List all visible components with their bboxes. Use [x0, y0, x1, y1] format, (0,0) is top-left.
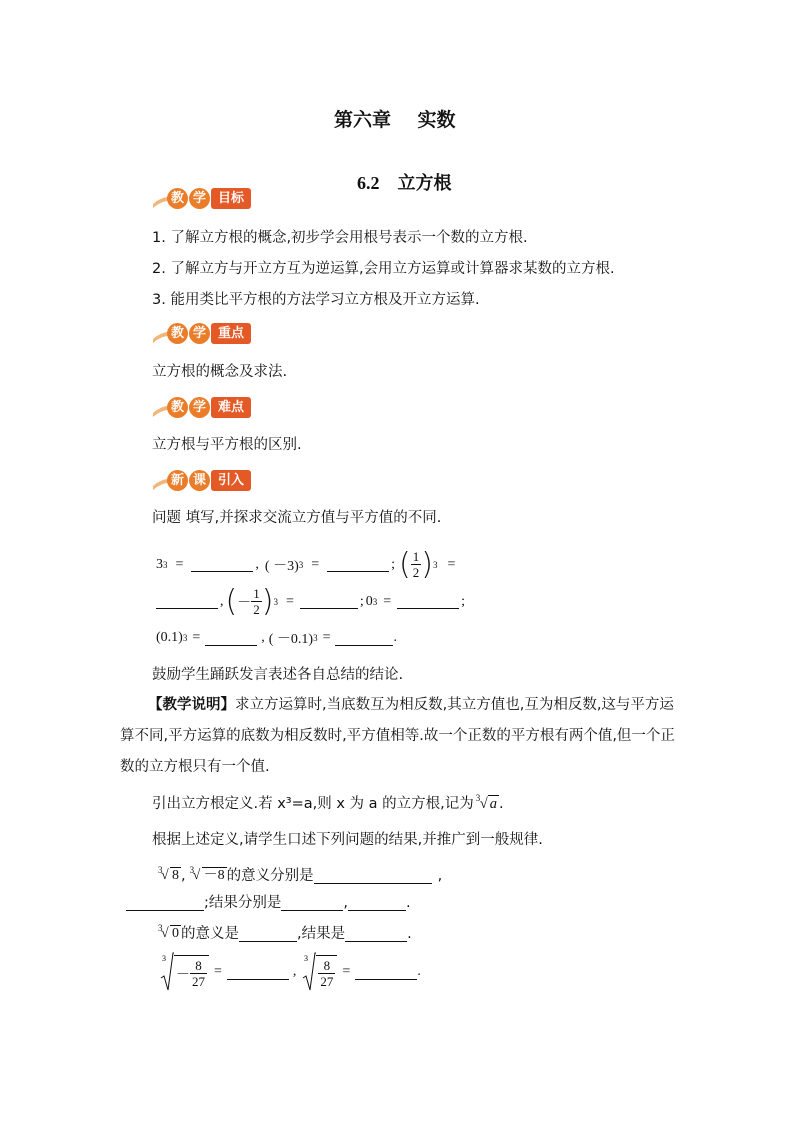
denominator: 2 [412, 565, 420, 580]
root-index: 3 [162, 954, 166, 963]
math-term: ( －0.1) [268, 632, 314, 647]
numerator: 1 [412, 549, 420, 564]
chapter-title: 第六章 实数 [334, 109, 456, 131]
math-exp: 3 [298, 559, 304, 570]
math-exp: 3 [273, 596, 278, 607]
math-exp: 3 [313, 633, 318, 643]
math-term: ( －3) [264, 558, 299, 574]
cube-root-neg8 [190, 866, 227, 886]
badge-char: 教 [167, 188, 188, 209]
math-eq: = [192, 630, 201, 645]
root-index: 3 [158, 923, 163, 933]
section-title: 立方根 [397, 173, 452, 194]
numerator: 1 [253, 586, 260, 601]
root-index: 3 [158, 865, 163, 875]
math-eq: = [342, 964, 351, 979]
goal-item: 1. 了解立方根的概念,初步学会用根号表示一个数的立方根. [152, 230, 528, 246]
answer-blank[interactable] [327, 557, 389, 572]
answer-blank[interactable] [397, 594, 459, 609]
radicand: －8 [203, 868, 225, 883]
math-eq: = [447, 556, 456, 572]
math-comma: , [255, 556, 259, 572]
math-comma: , [261, 630, 265, 645]
radical-sign-icon [160, 952, 174, 992]
goal-item: 2. 了解立方与开立方互为逆运算,会用立方运算或计算器求某数的立方根. [152, 261, 615, 277]
math-semi: ; [391, 556, 396, 572]
badge-char: 重点 [211, 323, 251, 344]
math-eq: = [383, 593, 392, 609]
cube-root-0 [158, 924, 181, 944]
answer-blank[interactable] [345, 927, 407, 942]
math-exp: 3 [432, 559, 438, 570]
math-exp: 3 [182, 633, 188, 643]
radicand: a [489, 796, 498, 812]
answer-blank[interactable] [281, 896, 343, 911]
math-eq: = [322, 630, 331, 645]
radicand: 8 [172, 868, 179, 883]
math-eq: = [285, 593, 294, 609]
badge-char: 学 [189, 188, 210, 209]
denominator: 2 [253, 602, 260, 617]
question-text: 问题 填写,并探求交流立方值与平方值的不同. [152, 510, 442, 526]
math-period: . [393, 630, 397, 645]
radical-sign-icon: √ [161, 926, 169, 941]
math-comma: , [220, 593, 224, 609]
exercise-2-line [158, 924, 412, 944]
math-eq: = [175, 556, 184, 572]
exercise-text: 的意义是 [181, 926, 239, 942]
answer-blank[interactable] [126, 896, 204, 911]
answer-blank[interactable] [191, 557, 253, 572]
exercise-1-line-2 [126, 893, 411, 913]
section-heading [348, 148, 452, 195]
encourage-text: 鼓励学生踊跃发言表述各自总结的结论. [152, 667, 404, 683]
paren-left: ( [399, 546, 411, 582]
answer-blank[interactable] [239, 927, 297, 942]
math-term: (0.1) [156, 630, 183, 645]
answer-blank[interactable] [205, 631, 257, 646]
paren-right: ) [421, 546, 433, 582]
math-comma: , [181, 868, 186, 884]
radical-sign-icon: √ [161, 868, 169, 883]
math-semi: ; [359, 593, 364, 609]
badge-char: 目标 [211, 188, 251, 209]
badge-char: 学 [189, 397, 210, 418]
answer-blank[interactable] [355, 965, 417, 980]
badge-char: 难点 [211, 397, 251, 418]
answer-blank[interactable] [314, 869, 432, 884]
math-term: 3 [156, 556, 163, 572]
math-exp: 3 [372, 596, 378, 607]
badge-char: 学 [189, 323, 210, 344]
rule-text: 根据上述定义,请学生口述下列问题的结果,并推广到一般规律. [152, 832, 543, 848]
math-exp: 3 [163, 559, 168, 570]
answer-blank[interactable] [348, 896, 406, 911]
badge-char: 新 [167, 470, 188, 491]
answer-blank[interactable] [300, 594, 358, 609]
paren-right: ) [261, 583, 274, 619]
fraction [251, 586, 262, 617]
cube-root-a [476, 794, 499, 814]
exercise-text: ,结果是 [297, 926, 346, 942]
exercise-text: ;结果分别是 [204, 895, 282, 911]
radicand-group [316, 955, 337, 989]
denominator: 27 [192, 974, 205, 989]
root-index: 3 [304, 954, 309, 963]
paren-left: ( [225, 583, 238, 619]
definition-line [152, 794, 504, 814]
root-index: 3 [475, 793, 481, 803]
answer-blank[interactable] [156, 594, 218, 609]
fraction [318, 958, 335, 989]
difficult-point-text: 立方根与平方根的区别. [152, 437, 302, 453]
math-term: 0 [365, 593, 373, 609]
answer-blank[interactable] [227, 965, 289, 980]
radical-sign-icon: √ [192, 868, 201, 883]
root-index: 3 [189, 865, 195, 875]
math-period: . [499, 796, 504, 812]
radicand-group [174, 955, 209, 989]
badge-char: 引入 [211, 470, 251, 491]
badge-char: 教 [167, 323, 188, 344]
teaching-explanation [120, 690, 685, 783]
math-neg: － [176, 967, 190, 983]
exercise-1-line-1 [158, 866, 442, 886]
numerator: 8 [190, 958, 207, 974]
key-point-text: 立方根的概念及求法. [152, 364, 288, 380]
radicand: 0 [172, 926, 179, 941]
radical-sign-icon [302, 952, 316, 992]
badge-char: 教 [167, 397, 188, 418]
math-eq: = [214, 964, 222, 979]
denominator: 27 [320, 974, 334, 989]
exercise-text: 的意义分别是 [226, 868, 314, 884]
fraction [411, 549, 422, 580]
math-row-3 [156, 628, 397, 648]
math-comma: , [292, 964, 297, 979]
math-neg: － [237, 595, 252, 611]
badge-char: 课 [189, 470, 210, 491]
answer-blank[interactable] [335, 631, 393, 646]
math-period: . [417, 964, 421, 979]
math-period: . [406, 895, 411, 911]
math-row-1 [156, 546, 456, 582]
explanation-text: 求立方运算时,当底数互为相反数,其立方值也,互为相反数,这与平方运算不同,平方运算的底数为相反数时,平方值相等.故一个正数的平方根有两个值,但一个正数的立方根只有一个值. [120, 697, 675, 775]
math-row-2 [156, 583, 466, 619]
section-number: 6.2 [357, 173, 380, 193]
math-comma: , [343, 895, 348, 911]
fraction [190, 958, 207, 989]
radical-sign-icon: √ [479, 796, 488, 812]
math-semi: ; [461, 593, 466, 609]
cube-root-8 [158, 866, 181, 886]
exercise-3-line [160, 952, 421, 992]
math-comma: , [437, 868, 443, 884]
definition-text: 引出立方根定义.若 x³=a,则 x 为 a 的立方根,记为 [152, 796, 474, 812]
math-period: . [407, 926, 412, 942]
numerator: 8 [318, 958, 335, 974]
goal-item: 3. 能用类比平方根的方法学习立方根及开立方运算. [152, 292, 480, 308]
explanation-label: 【教学说明】 [148, 697, 235, 713]
math-eq: = [311, 556, 320, 572]
